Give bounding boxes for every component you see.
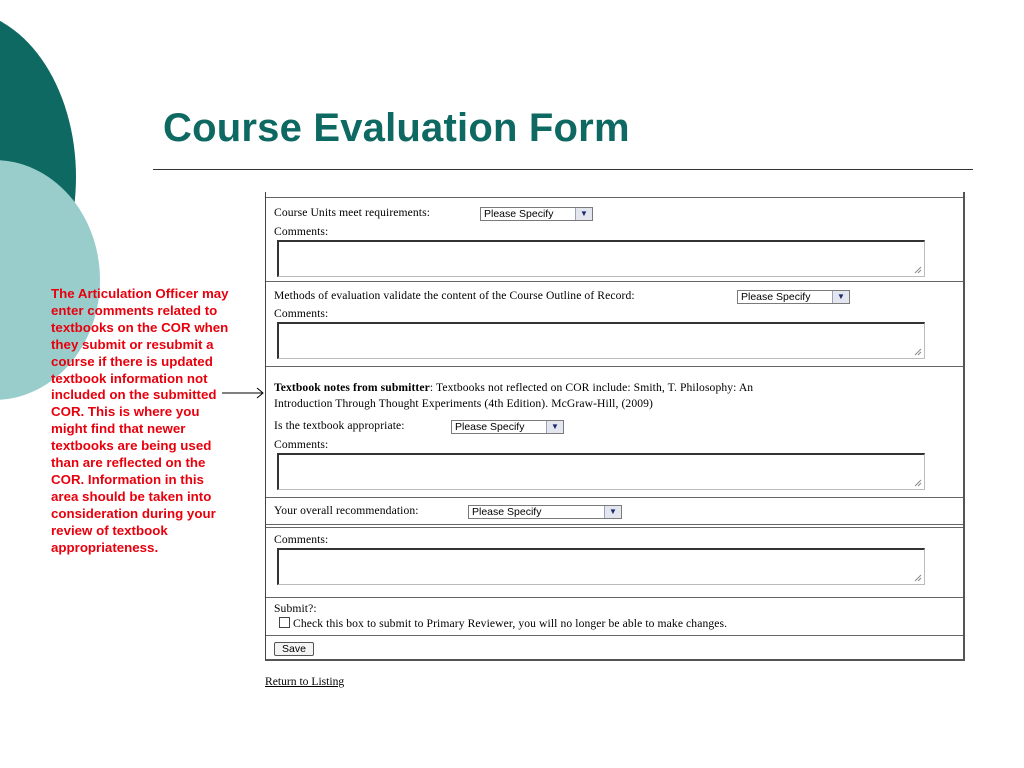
final-comments-label: Comments: [274, 533, 329, 546]
submit-checkbox-row [279, 617, 727, 630]
slide-title: Course Evaluation Form [163, 106, 630, 150]
save-button[interactable]: Save [274, 642, 314, 656]
methods-select[interactable] [737, 290, 850, 304]
overall-section [266, 497, 963, 527]
methods-label: Methods of evaluation validate the content of the Course Outline of Record: [274, 289, 635, 302]
title-divider [153, 169, 973, 170]
methods-comments-textarea[interactable] [277, 322, 925, 359]
final-comments-textarea[interactable] [277, 548, 925, 585]
units-comments-label: Comments: [274, 225, 329, 238]
resize-grip-icon[interactable] [914, 348, 922, 356]
annotation-note: The Articulation Officer may enter comments related to textbooks on the COR when they submit or resubmit a course if there is updated textbook information not included on the submitted COR. This is where you might find that newer textbooks are being used than are reflected on the COR. Information in this area should be taken into consideration during your review of textbook appropriateness. [51, 286, 229, 555]
chevron-down-icon: ▼ [832, 291, 849, 303]
textbook-notes-line2: Introduction Through Thought Experiments (4th Edition). McGraw-Hill, (2009) [274, 397, 653, 410]
textbook-comments-label: Comments: [274, 438, 329, 451]
units-section [266, 197, 963, 281]
textbook-notes-heading: Textbook notes from submitter [274, 381, 430, 394]
overall-select-value: Please Specify [472, 506, 542, 518]
save-section [266, 635, 963, 659]
return-to-listing-link[interactable]: Return to Listing [265, 675, 345, 688]
submit-checkbox-label: Check this box to submit to Primary Reviewer, you will no longer be able to make changes. [293, 617, 728, 630]
units-select-value: Please Specify [484, 208, 554, 220]
submit-label: Submit?: [274, 602, 317, 615]
textbook-section [266, 366, 963, 497]
final-comments-section [266, 524, 963, 597]
units-select[interactable] [480, 207, 593, 221]
chevron-down-icon: ▼ [604, 506, 621, 518]
textbook-question-label: Is the textbook appropriate: [274, 419, 405, 432]
textbook-select[interactable] [451, 420, 564, 434]
methods-section [266, 281, 963, 366]
submit-checkbox[interactable] [279, 617, 290, 628]
textbook-notes-line1 [274, 381, 753, 394]
textbook-comments-textarea[interactable] [277, 453, 925, 490]
arrow-right-icon [222, 385, 266, 403]
textbook-select-value: Please Specify [455, 421, 525, 433]
course-evaluation-form [265, 192, 965, 661]
resize-grip-icon[interactable] [914, 479, 922, 487]
overall-label: Your overall recommendation: [274, 504, 419, 517]
overall-select[interactable] [468, 505, 622, 519]
units-comments-textarea[interactable] [277, 240, 925, 277]
chevron-down-icon: ▼ [575, 208, 592, 220]
methods-comments-label: Comments: [274, 307, 329, 320]
submit-section [266, 597, 963, 635]
methods-select-value: Please Specify [741, 291, 811, 303]
resize-grip-icon[interactable] [914, 574, 922, 582]
chevron-down-icon: ▼ [546, 421, 563, 433]
textbook-notes-text: : Textbooks not reflected on COR include: Smith, T. Philosophy: An [429, 381, 754, 394]
resize-grip-icon[interactable] [914, 266, 922, 274]
units-label: Course Units meet requirements: [274, 206, 431, 219]
